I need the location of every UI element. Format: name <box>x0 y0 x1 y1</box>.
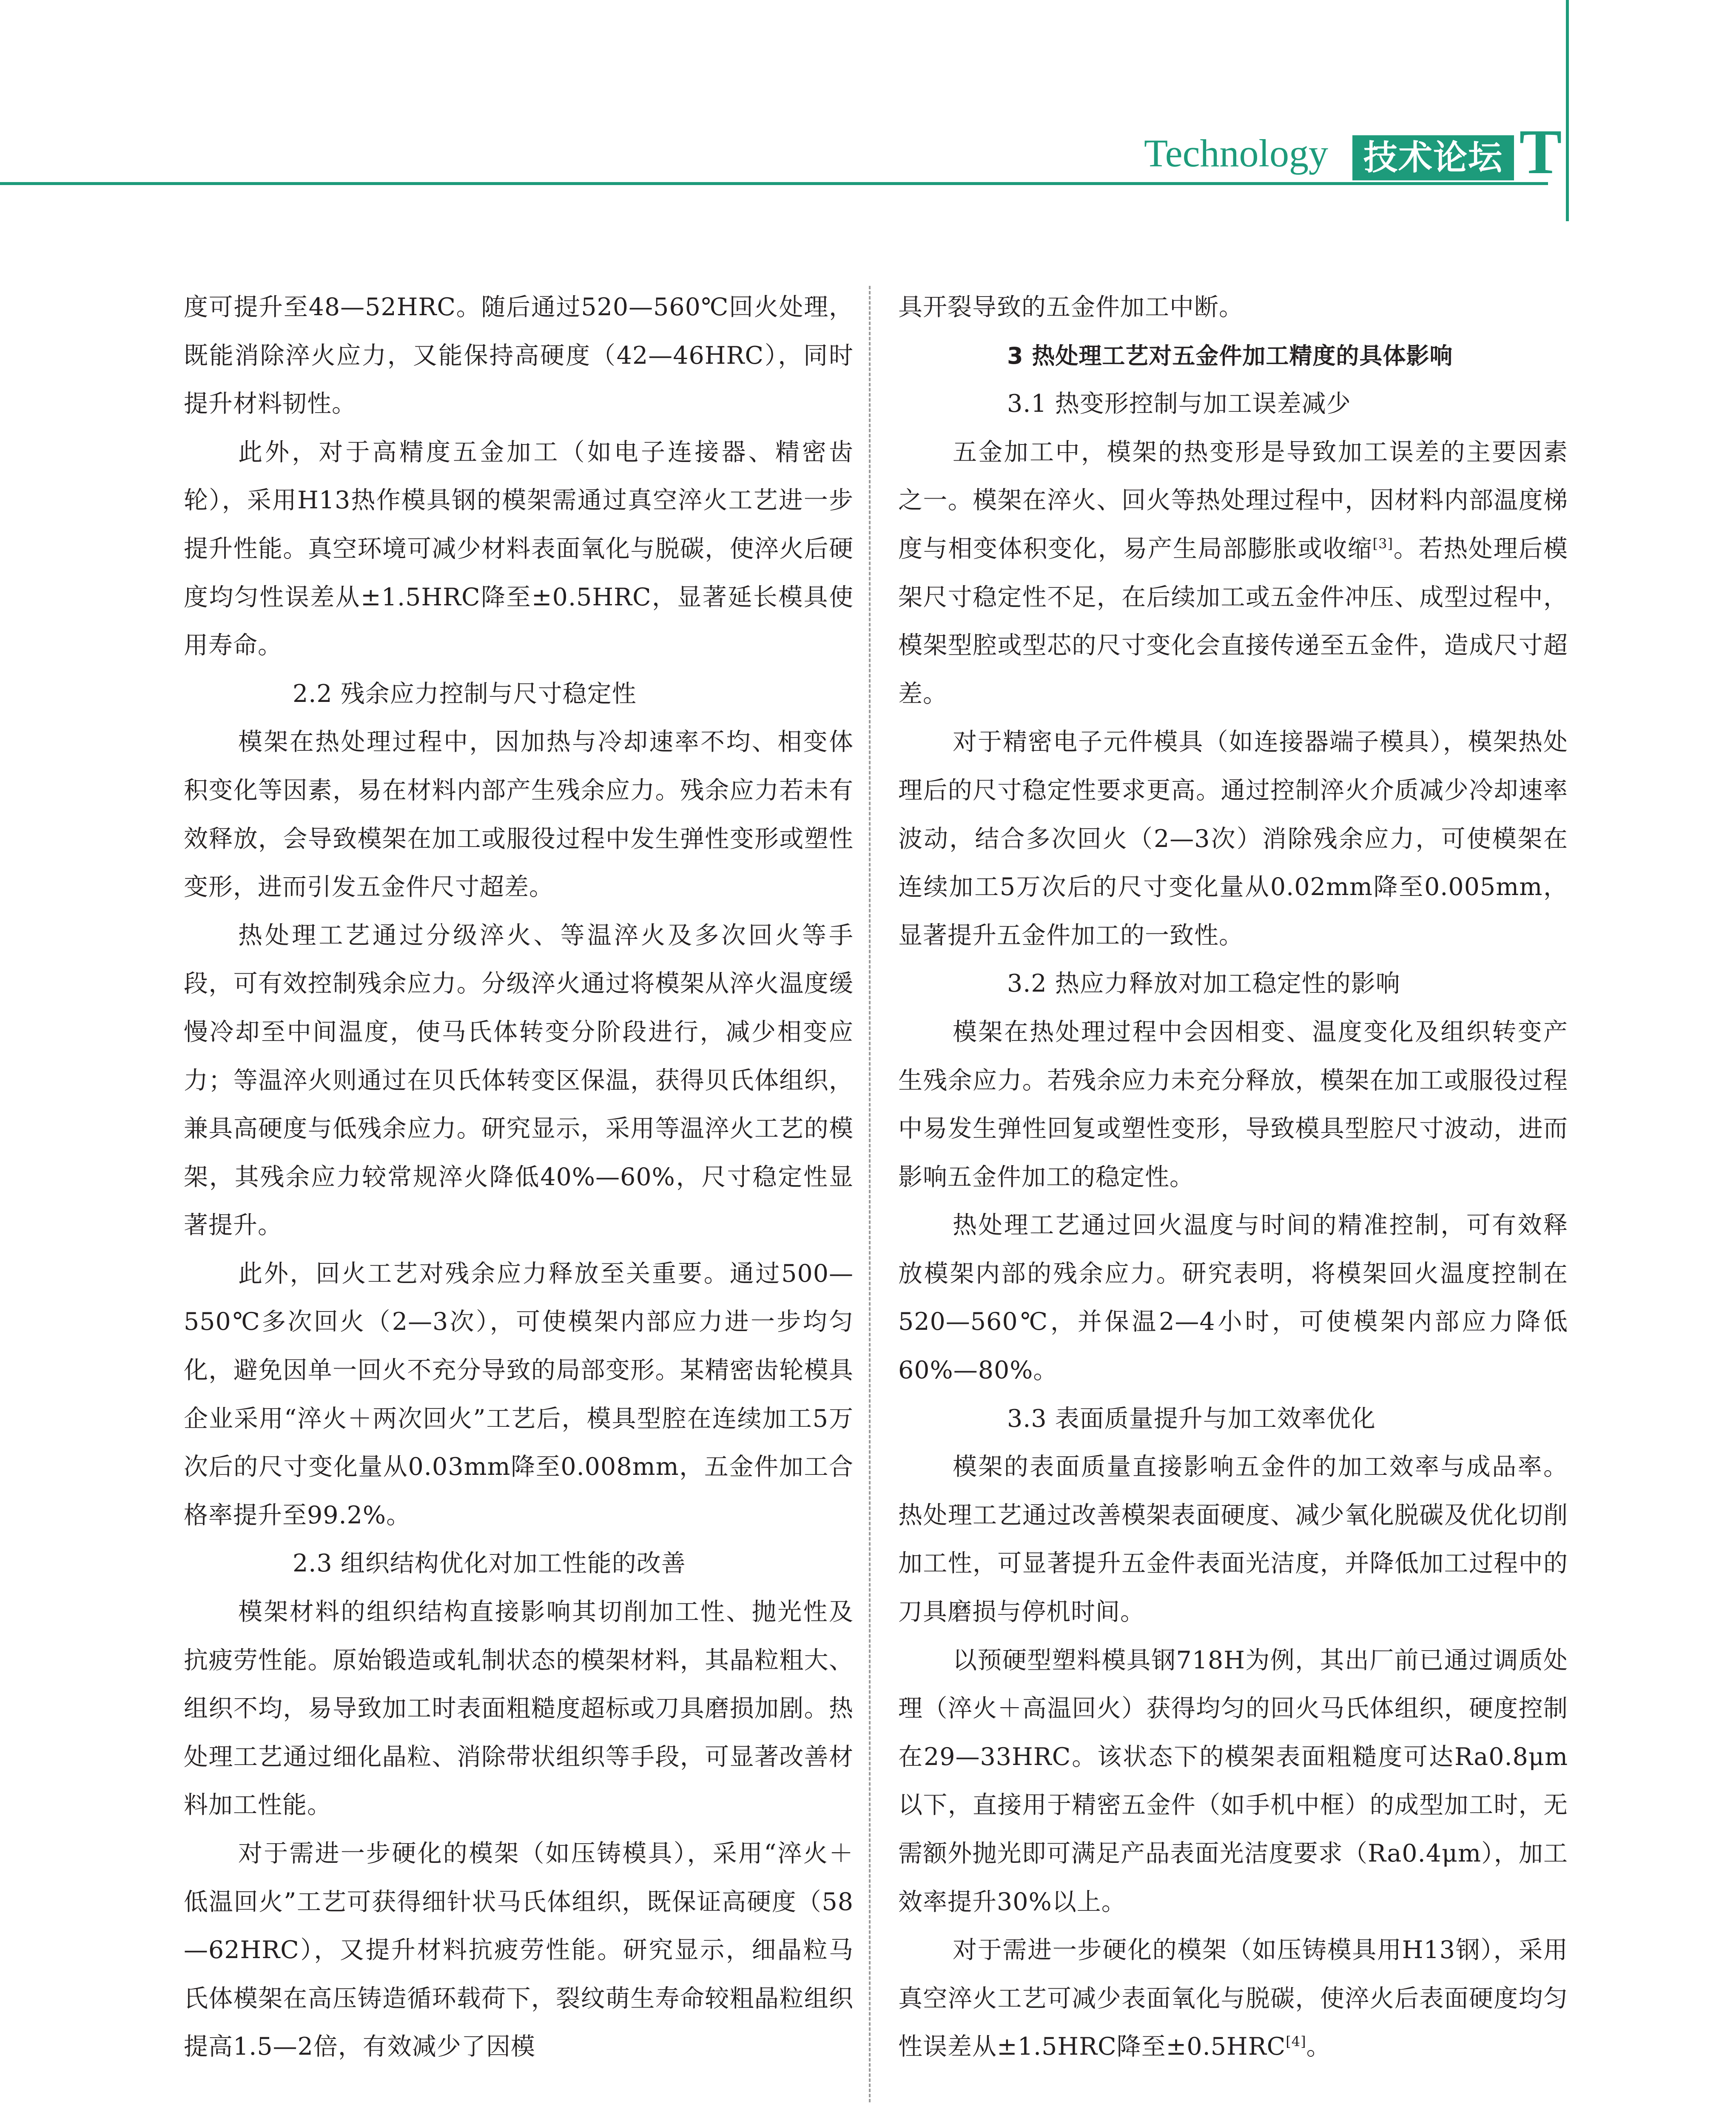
paragraph: 此外，回火工艺对残余应力释放至关重要。通过500—550℃多次回火（2—3次），可使模架内部应力进一步均匀化，避免因单一回火不充分导致的局部变形。某精密齿轮模具企业采用“淬火＋两次回火”工艺后，模具型腔在连续加工5万次后的尺寸变化量从0.03mm降至0.008mm，五金件加工合格率提升至99.2%。 <box>184 1259 854 1529</box>
paragraph <box>898 1926 1568 2071</box>
paragraph: 模架在热处理过程中，因加热与冷却速率不均、相变体积变化等因素，易在材料内部产生残余应力。残余应力若未有效释放，会导致模架在加工或服役过程中发生弹性变形或塑性变形，进而引发五金件尺寸超差。 <box>184 728 854 901</box>
subsection-heading: 2.2 残余应力控制与尺寸稳定性 <box>293 679 637 708</box>
header-letter-logo: T <box>1519 117 1562 187</box>
paragraph: 模架的表面质量直接影响五金件的加工效率与成品率。热处理工艺通过改善模架表面硬度、减少氧化脱碳及优化切削加工性，可显著提升五金件表面光洁度，并降低加工过程中的刀具磨损与停机时间。 <box>898 1453 1568 1626</box>
paragraph-text: 。若热处理后模架尺寸稳定性不足，在后续加工或五金件冲压、成型过程中，模架型腔或型芯的尺寸变化会直接传递至五金件，造成尺寸超差。 <box>898 534 1568 708</box>
citation-ref: [3] <box>1372 535 1393 552</box>
paragraph: 具开裂导致的五金件加工中断。 <box>898 293 1244 321</box>
paragraph-text: 对于需进一步硬化的模架（如压铸模具用H13钢），采用真空淬火工艺可减少表面氧化与脱碳，使淬火后表面硬度均匀性误差从±1.5HRC降至±0.5HRC <box>898 1936 1568 2061</box>
subsection-heading: 3.1 热变形控制与加工误差减少 <box>1007 390 1351 418</box>
section-heading: 3 热处理工艺对五金件加工精度的具体影响 <box>1007 342 1453 369</box>
header-word: Technology <box>1144 131 1329 175</box>
paragraph: 以预硬型塑料模具钢718H为例，其出厂前已通过调质处理（淬火＋高温回火）获得均匀的回火马氏体组织，硬度控制在29—33HRC。该状态下的模架表面粗糙度可达Ra0.8μm以下，直接用于精密五金件（如手机中框）的成型加工时，无需额外抛光即可满足产品表面光洁度要求（Ra0.4μm），加工效率提升30%以上。 <box>898 1646 1568 1916</box>
paragraph-text: 。 <box>1306 2033 1331 2061</box>
header-rule <box>0 182 1548 185</box>
citation-ref: [4] <box>1286 2033 1306 2050</box>
paragraph: 对于需进一步硬化的模架（如压铸模具），采用“淬火＋低温回火”工艺可获得细针状马氏体组织，既保证高硬度（58—62HRC），又提升材料抗疲劳性能。研究显示，细晶粒马氏体模架在高压铸造循环载荷下，裂纹萌生寿命较粗晶粒组织提高1.5—2倍，有效减少了因模 <box>184 1839 854 2061</box>
paragraph-text: 五金加工中，模架的热变形是导致加工误差的主要因素之一。模架在淬火、回火等热处理过程中，因材料内部温度梯度与相变体积变化，易产生局部膨胀或收缩 <box>898 438 1568 563</box>
paragraph: 热处理工艺通过分级淬火、等温淬火及多次回火等手段，可有效控制残余应力。分级淬火通过将模架从淬火温度缓慢冷却至中间温度，使马氏体转变分阶段进行，减少相变应力；等温淬火则通过在贝氏体转变区保温，获得贝氏体组织，兼具高硬度与低残余应力。研究显示，采用等温淬火工艺的模架，其残余应力较常规淬火降低40%—60%，尺寸稳定性显著提升。 <box>184 921 854 1240</box>
right-column <box>898 283 1568 2071</box>
paragraph: 模架材料的组织结构直接影响其切削加工性、抛光性及抗疲劳性能。原始锻造或轧制状态的模架材料，其晶粒粗大、组织不均，易导致加工时表面粗糙度超标或刀具磨损加剧。热处理工艺通过细化晶粒、消除带状组织等手段，可显著改善材料加工性能。 <box>184 1598 854 1819</box>
paragraph <box>898 428 1568 719</box>
paragraph: 热处理工艺通过回火温度与时间的精准控制，可有效释放模架内部的残余应力。研究表明，将模架回火温度控制在520—560℃，并保温2—4小时，可使模架内部应力降低60%—80%。 <box>898 1211 1568 1385</box>
subsection-heading: 3.3 表面质量提升与加工效率优化 <box>1007 1404 1376 1433</box>
paragraph: 度可提升至48—52HRC。随后通过520—560℃回火处理，既能消除淬火应力，又能保持高硬度（42—46HRC），同时提升材料韧性。 <box>184 293 854 418</box>
paragraph: 此外，对于高精度五金加工（如电子连接器、精密齿轮），采用H13热作模具钢的模架需通过真空淬火工艺进一步提升性能。真空环境可减少材料表面氧化与脱碳，使淬火后硬度均匀性误差从±1.5HRC降至±0.5HRC，显著延长模具使用寿命。 <box>184 438 854 660</box>
header-vertical-rule <box>1566 0 1569 221</box>
subsection-heading: 2.3 组织结构优化对加工性能的改善 <box>293 1549 686 1578</box>
subsection-heading: 3.2 热应力释放对加工稳定性的影响 <box>1007 969 1400 998</box>
column-divider <box>869 286 871 2102</box>
left-column <box>184 283 854 2071</box>
header-section-badge: 技术论坛 <box>1352 135 1514 180</box>
paragraph: 模架在热处理过程中会因相变、温度变化及组织转变产生残余应力。若残余应力未充分释放，模架在加工或服役过程中易发生弹性回复或塑性变形，导致模具型腔尺寸波动，进而影响五金件加工的稳定性。 <box>898 1018 1568 1191</box>
paragraph: 对于精密电子元件模具（如连接器端子模具），模架热处理后的尺寸稳定性要求更高。通过控制淬火介质减少冷却速率波动，结合多次回火（2—3次）消除残余应力，可使模架在连续加工5万次后的尺寸变化量从0.02mm降至0.005mm，显著提升五金件加工的一致性。 <box>898 728 1568 949</box>
